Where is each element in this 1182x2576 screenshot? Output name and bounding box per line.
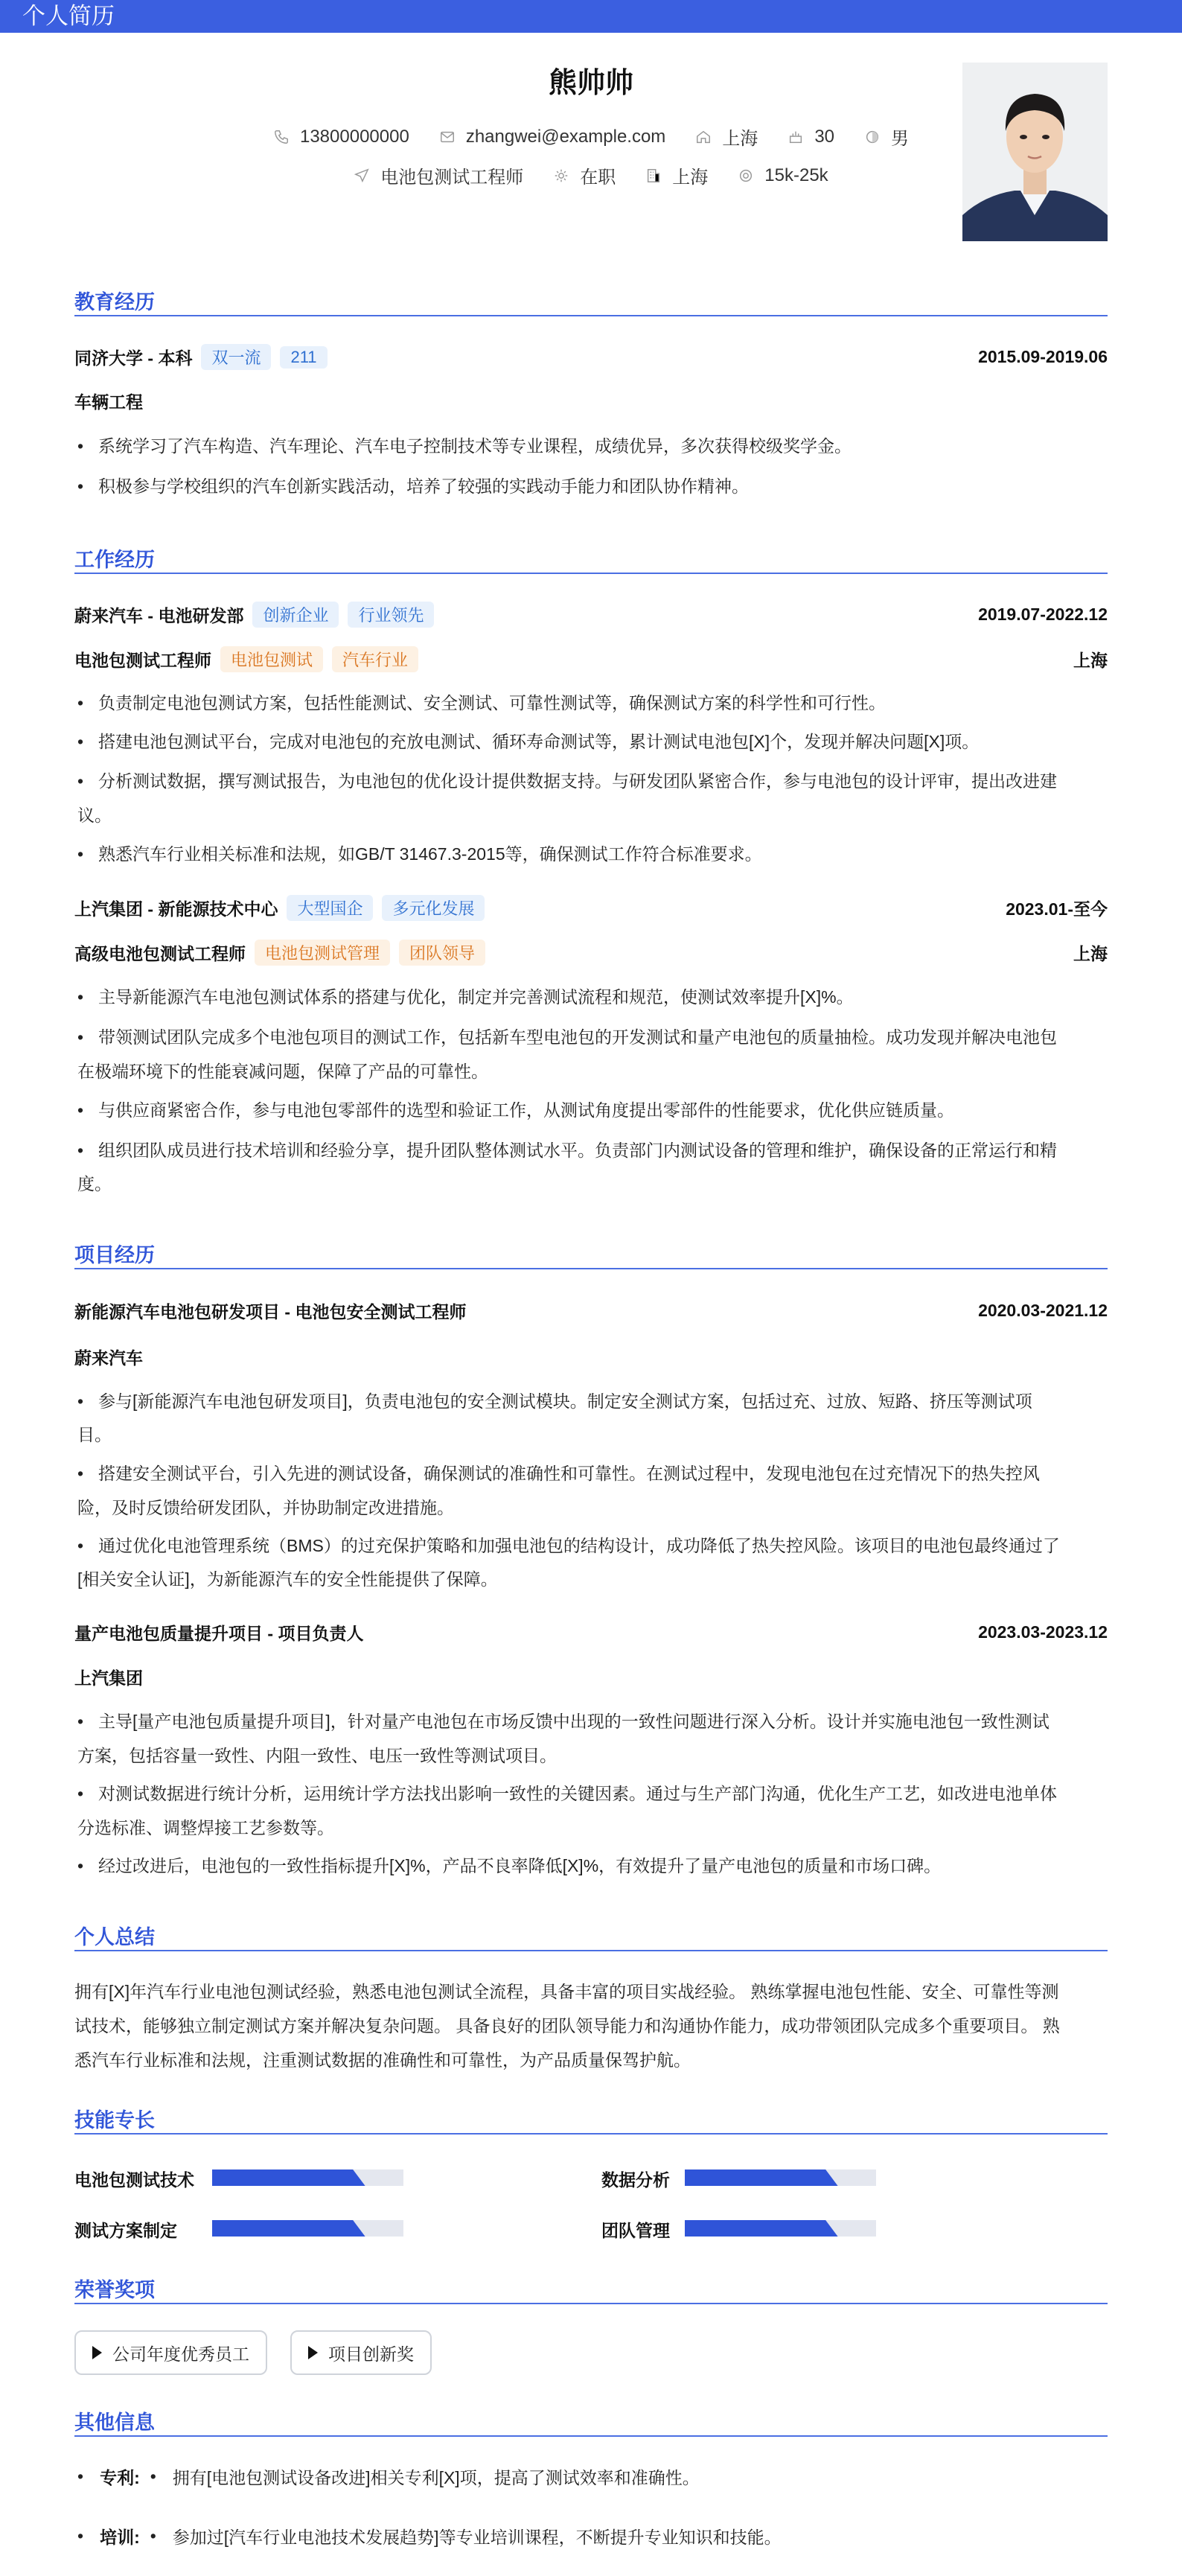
major-name: 车辆工程: [74, 392, 143, 412]
education-date: 2015.09-2019.06: [978, 347, 1108, 366]
play-icon: [308, 2346, 318, 2359]
mail-icon: [439, 129, 456, 145]
role-tag: 团队领导: [399, 940, 485, 966]
awards-section-title: 荣誉奖项: [74, 2279, 155, 2301]
project-org: 上汽集团: [74, 1668, 143, 1688]
age-item: [788, 127, 834, 147]
top-bar: [0, 0, 1182, 33]
skill-name: 测试方案制定: [74, 2221, 177, 2240]
other-text: 拥有[电池包测试设备改进]相关专利[X]项，提高了测试效率和准确性。: [172, 2468, 700, 2487]
job-date: 2023.01-至今: [1006, 899, 1108, 919]
company-tag: 大型国企: [287, 895, 373, 921]
list-item: • 搭建安全测试平台，引入先进的测试设备，确保测试的准确性和可靠性。在测试过程中，发现电池包在过充情况下的热失控风: [77, 1464, 1040, 1483]
project-name: 量产电池包质量提升项目 - 项目负责人: [74, 1624, 364, 1643]
job-header: [74, 895, 1108, 921]
education-header: [74, 344, 1108, 370]
city-text: 上海: [722, 129, 758, 149]
role-tag: 汽车行业: [332, 646, 418, 672]
skill-bar-fill: [685, 2169, 838, 2186]
other-label: 培训:: [100, 2528, 140, 2547]
salary-text: 15k-25k: [764, 165, 828, 185]
other-item: • 专利: • 拥有[电池包测试设备改进]相关专利[X]项，提高了测试效率和准确性。: [74, 2464, 1108, 2489]
send-icon: [354, 168, 370, 184]
company-name: 蔚来汽车 - 电池研发部: [74, 606, 244, 625]
project-header: [74, 1298, 1108, 1323]
skill-name: 数据分析: [601, 2170, 670, 2190]
role-tag: 电池包测试: [220, 646, 323, 672]
target-city-text: 上海: [672, 168, 709, 188]
email-item: [439, 127, 666, 147]
other-section-title: 其他信息: [74, 2411, 155, 2434]
job-role: 电池包测试工程师: [74, 651, 211, 670]
list-item: • 组织团队成员进行技术培训和经验分享，提升团队整体测试水平。负责部门内测试设备的管理和维护，确保设备的正常运行和精: [77, 1141, 1057, 1160]
job-location: 上海: [1073, 651, 1108, 670]
list-item-continued: 目。: [77, 1425, 112, 1444]
project-header: [74, 1620, 1108, 1645]
target-job-item: [354, 162, 523, 188]
phone-text: 13800000000: [299, 126, 409, 147]
list-item-continued: 方案，包括容量一致性、内阻一致性、电压一致性等测试项目。: [77, 1746, 557, 1765]
company-name: 上汽集团 - 新能源技术中心: [74, 899, 278, 919]
job-role: 高级电池包测试工程师: [74, 944, 246, 963]
project-name: 新能源汽车电池包研发项目 - 电池包安全测试工程师: [74, 1302, 467, 1322]
portrait-image: [962, 63, 1108, 241]
project-org-row: [74, 1665, 1108, 1689]
city-item: [695, 124, 758, 150]
building-icon: [645, 168, 662, 184]
phone-item: [273, 127, 409, 147]
list-item: • 经过改进后，电池包的一致性指标提升[X]%，产品不良率降低[X]%，有效提升了量产电池包的质量和市场口碑。: [77, 1856, 942, 1875]
cake-icon: [788, 129, 804, 145]
other-label: 专利:: [100, 2468, 140, 2487]
project-org-row: [74, 1345, 1108, 1369]
target-job-text: 电池包测试工程师: [380, 168, 524, 188]
education-divider: [74, 315, 1108, 316]
phone-icon: [273, 129, 290, 145]
email-text: zhangwei@example.com: [465, 126, 666, 147]
skill-bar: [685, 2220, 876, 2237]
summary-line: 悉汽车行业标准和法规，注重测试数据的准确性和可靠性，为产品质量保驾护航。: [74, 2050, 691, 2070]
skills-divider: [74, 2133, 1108, 2135]
salary-item: [738, 165, 828, 186]
job-role-row: [74, 940, 1108, 966]
target-city-item: [645, 162, 708, 188]
list-item: • 对测试数据进行统计分析，运用统计学方法找出影响一致性的关键因素。通过与生产部门沟通，优化生产工艺，如改进电池单体: [77, 1784, 1057, 1803]
age-text: 30: [814, 126, 835, 147]
list-item: • 系统学习了汽车构造、汽车理论、汽车电子控制技术等专业课程，成绩优异，多次获得校级奖学金。: [77, 436, 852, 456]
company-tag: 多元化发展: [382, 895, 485, 921]
project-date: 2020.03-2021.12: [978, 1301, 1108, 1320]
project-date: 2023.03-2023.12: [978, 1622, 1108, 1642]
skills-section-title: 技能专长: [74, 2109, 155, 2132]
award-chip: [74, 2330, 267, 2375]
top-bar-title: 个人简历: [22, 3, 115, 29]
awards-divider: [74, 2303, 1108, 2304]
skill-bar-fill: [212, 2220, 365, 2237]
skill-bar: [212, 2220, 403, 2237]
list-item: • 主导新能源汽车电池包测试体系的搭建与优化，制定并完善测试流程和规范，使测试效率提升[X]%。: [77, 987, 854, 1007]
project-section-title: 项目经历: [74, 1244, 155, 1266]
list-item: • 积极参与学校组织的汽车创新实践活动，培养了较强的实践动手能力和团队协作精神。: [77, 476, 749, 496]
gender-icon: [864, 129, 881, 145]
profile-photo: [962, 63, 1108, 241]
gear-icon: [553, 168, 569, 184]
award-label: 项目创新奖: [328, 2344, 414, 2364]
company-tag: 行业领先: [348, 602, 434, 628]
other-divider: [74, 2435, 1108, 2437]
status-text: 在职: [580, 168, 616, 188]
gender-item: [864, 124, 909, 150]
summary-section-title: 个人总结: [74, 1926, 155, 1948]
skill-name: 团队管理: [601, 2221, 670, 2240]
list-item-continued: 议。: [77, 806, 112, 825]
school-tag: 211: [280, 346, 327, 369]
other-item: • 培训: • 参加过[汽车行业电池技术发展趋势]等专业培训课程，不断提升专业知识和技能。: [74, 2524, 1108, 2548]
other-text: 参加过[汽车行业电池技术发展趋势]等专业培训课程，不断提升专业知识和技能。: [172, 2528, 782, 2547]
skill-bar: [685, 2169, 876, 2186]
list-item: • 参与[新能源汽车电池包研发项目]，负责电池包的安全测试模块。制定安全测试方案，包括过充、过放、短路、挤压等测试项: [77, 1391, 1032, 1411]
job-role-row: [74, 646, 1108, 672]
school-name: 同济大学 - 本科: [74, 348, 193, 368]
summary-divider: [74, 1950, 1108, 1951]
job-date: 2019.07-2022.12: [978, 605, 1108, 624]
list-item-continued: 度。: [77, 1174, 112, 1193]
work-section-title: 工作经历: [74, 549, 155, 571]
skill-name: 电池包测试技术: [74, 2170, 194, 2190]
status-item: [553, 162, 616, 188]
job-location: 上海: [1073, 944, 1108, 963]
education-section-title: 教育经历: [74, 291, 155, 313]
skill-bar-fill: [212, 2169, 365, 2186]
list-item: • 熟悉汽车行业相关标准和法规，如GB/T 31467.3-2015等，确保测试工作符合标准要求。: [77, 844, 762, 864]
summary-line: 试技术，能够独立制定测试方案并解决复杂问题。 具备良好的团队领导能力和沟通协作能力，成功带领团队完成多个重要项目。 熟: [74, 2016, 1060, 2035]
school-tag: 双一流: [201, 344, 271, 370]
list-item-continued: 险，及时反馈给研发团队，并协助制定改进措施。: [77, 1498, 454, 1517]
job-header: [74, 602, 1108, 628]
list-item: • 通过优化电池管理系统（BMS）的过充保护策略和加强电池包的结构设计，成功降低了热失控风险。该项目的电池包最终通过了: [77, 1536, 1060, 1555]
list-item-continued: 在极端环境下的性能衰减问题，保障了产品的可靠性。: [77, 1062, 488, 1081]
resume-name: 熊帅帅: [548, 68, 633, 99]
list-item: • 搭建电池包测试平台，完成对电池包的充放电测试、循环寿命测试等，累计测试电池包[X]个，发现并解决问题[X]项。: [77, 732, 980, 751]
list-item: • 与供应商紧密合作，参与电池包零部件的选型和验证工作，从测试角度提出零部件的性能要求，优化供应链质量。: [77, 1100, 954, 1120]
home-icon: [695, 129, 712, 145]
list-item: • 主导[量产电池包质量提升项目]，针对量产电池包在市场反馈中出现的一致性问题进行深入分析。设计并实施电池包一致性测试: [77, 1712, 1050, 1731]
work-divider: [74, 573, 1108, 574]
project-org: 蔚来汽车: [74, 1348, 143, 1368]
award-chip: [290, 2330, 432, 2375]
gender-text: 男: [891, 129, 910, 149]
list-item: • 分析测试数据，撰写测试报告，为电池包的优化设计提供数据支持。与研发团队紧密合作，参与电池包的设计评审，提出改进建: [77, 771, 1057, 791]
major-row: [74, 389, 1108, 413]
company-tag: 创新企业: [252, 602, 339, 628]
play-icon: [92, 2346, 102, 2359]
list-item: • 负责制定电池包测试方案，包括性能测试、安全测试、可靠性测试等，确保测试方案的科学性和可行性。: [77, 693, 886, 712]
list-item-continued: [相关安全认证]，为新能源汽车的安全性能提供了保障。: [77, 1569, 498, 1589]
skill-bar: [212, 2169, 403, 2186]
summary-line: 拥有[X]年汽车行业电池包测试经验，熟悉电池包测试全流程，具备丰富的项目实战经验。 熟练掌握电池包性能、安全、可靠性等测: [74, 1982, 1059, 2001]
skill-bar-fill: [685, 2220, 838, 2237]
role-tag: 电池包测试管理: [255, 940, 390, 966]
coin-icon: [738, 168, 754, 184]
project-divider: [74, 1268, 1108, 1269]
award-label: 公司年度优秀员工: [112, 2344, 249, 2364]
list-item: • 带领测试团队完成多个电池包项目的测试工作，包括新车型电池包的开发测试和量产电池包的质量抽检。成功发现并解决电池包: [77, 1027, 1057, 1047]
list-item-continued: 分选标准、调整焊接工艺参数等。: [77, 1818, 334, 1837]
